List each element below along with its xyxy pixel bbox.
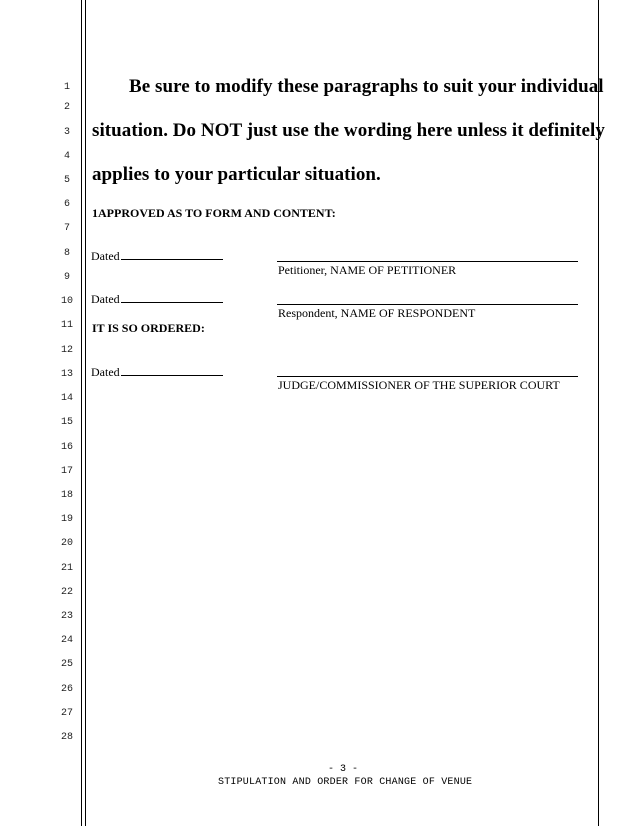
line-number: 22 [60, 587, 73, 598]
line-number: 8 [63, 248, 70, 259]
line-number: 1 [63, 82, 70, 93]
date-blank[interactable] [121, 291, 223, 303]
body-paragraph-line: Be sure to modify these paragraphs to suit your individual [129, 76, 604, 97]
approved-heading: 1APPROVED AS TO FORM AND CONTENT: [92, 206, 336, 220]
line-number: 25 [60, 659, 73, 670]
left-margin-rule-inner [85, 0, 86, 826]
line-number: 2 [63, 102, 70, 113]
respondent-label: Respondent, NAME OF RESPONDENT [278, 306, 476, 320]
line-number: 7 [63, 223, 70, 234]
line-number: 17 [60, 466, 73, 477]
judge-signature-line[interactable] [277, 376, 578, 377]
dated-label: Dated [91, 365, 120, 379]
dated-line-judge [91, 364, 223, 380]
line-number: 11 [60, 320, 73, 331]
line-number: 15 [60, 417, 73, 428]
line-number: 6 [63, 199, 70, 210]
line-number: 20 [60, 538, 73, 549]
line-number: 23 [60, 611, 73, 622]
left-margin-rule-outer [81, 0, 82, 826]
dated-line-respondent [91, 291, 223, 307]
line-number: 18 [60, 490, 73, 501]
dated-label: Dated [91, 292, 120, 306]
page-number: - 3 - [327, 764, 358, 775]
line-number: 3 [63, 127, 70, 138]
line-number: 27 [60, 708, 73, 719]
line-number: 5 [63, 175, 70, 186]
line-number: 13 [60, 369, 73, 380]
line-number: 9 [63, 272, 70, 283]
line-number: 19 [60, 514, 73, 525]
body-paragraph-line: applies to your particular situation. [92, 164, 381, 185]
so-ordered-heading: IT IS SO ORDERED: [92, 321, 205, 335]
dated-line-petitioner [91, 248, 223, 264]
line-number: 4 [63, 151, 70, 162]
line-number: 14 [60, 393, 73, 404]
judge-label: JUDGE/COMMISSIONER OF THE SUPERIOR COURT [278, 378, 560, 392]
line-number: 26 [60, 684, 73, 695]
line-number: 24 [60, 635, 73, 646]
line-number: 10 [60, 296, 73, 307]
line-number: 28 [60, 732, 73, 743]
document-title-footer: STIPULATION AND ORDER FOR CHANGE OF VENUE [218, 777, 473, 788]
dated-label: Dated [91, 249, 120, 263]
date-blank[interactable] [121, 248, 223, 260]
line-number: 12 [60, 345, 73, 356]
date-blank[interactable] [121, 364, 223, 376]
respondent-signature-line[interactable] [277, 304, 578, 305]
petitioner-label: Petitioner, NAME OF PETITIONER [278, 263, 457, 277]
body-paragraph-line: situation. Do NOT just use the wording here unless it definitely [92, 120, 605, 141]
petitioner-signature-line[interactable] [277, 261, 578, 262]
line-number: 21 [60, 563, 73, 574]
line-number: 16 [60, 442, 73, 453]
